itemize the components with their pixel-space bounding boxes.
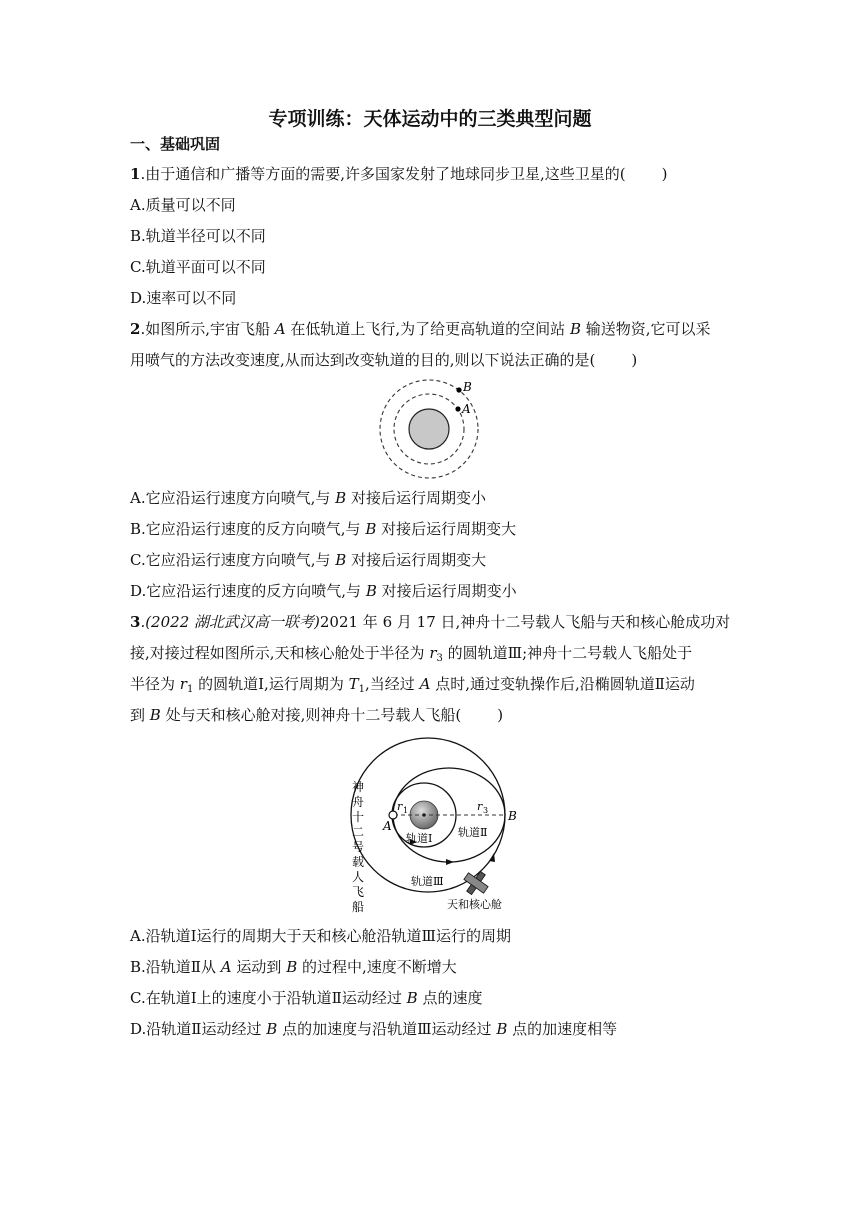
label-orbit-2: 轨道Ⅱ bbox=[458, 826, 488, 839]
earth bbox=[409, 409, 449, 449]
orbit-3-arrow bbox=[489, 853, 495, 862]
ship-a-dot bbox=[455, 406, 460, 411]
q3-option-d: D.沿轨道Ⅱ运动经过 B 点的加速度与沿轨道Ⅲ运动经过 B 点的加速度相等 bbox=[130, 1020, 618, 1038]
station-b-dot bbox=[456, 387, 461, 392]
q3-number: 3 bbox=[130, 613, 141, 631]
q2-stem-line1: 2.如图所示,宇宙飞船 A 在低轨道上飞行,为了给更高轨道的空间站 B 输送物资,它可以采 bbox=[130, 320, 711, 338]
q2-option-d: D.它应沿运行速度的反方向喷气,与 B 对接后运行周期变小 bbox=[130, 582, 517, 600]
q1-stem: 1.由于通信和广播等方面的需要,许多国家发射了地球同步卫星,这些卫星的( ) bbox=[130, 165, 668, 183]
label-a: A bbox=[383, 819, 392, 833]
orbit-2-arrow bbox=[446, 859, 454, 865]
point-a-marker bbox=[389, 811, 397, 819]
q2-number: 2 bbox=[130, 320, 141, 338]
q3-stem-line3: 半径为 $r_1$ 的圆轨道Ⅰ,运行周期为 $T_1$,当经过 A 点时,通过变轨操作后,沿椭圆轨道Ⅱ运动 bbox=[130, 675, 695, 695]
q3-option-c: C.在轨道Ⅰ上的速度小于沿轨道Ⅱ运动经过 B 点的速度 bbox=[130, 989, 483, 1007]
q1-number: 1 bbox=[130, 165, 141, 183]
label-orbit-3: 轨道Ⅲ bbox=[411, 875, 444, 888]
q3-option-b: B.沿轨道Ⅱ从 A 运动到 B 的过程中,速度不断增大 bbox=[130, 958, 457, 976]
q3-stem-line4: 到 B 处与天和核心舱对接,则神舟十二号载人飞船( ) bbox=[130, 706, 504, 724]
ship-label-char: 神 bbox=[352, 780, 365, 794]
q3-stem-line2: 接,对接过程如图所示,天和核心舱处于半径为 $r_3$ 的圆轨道Ⅲ;神舟十二号载人飞船处于 bbox=[130, 644, 693, 664]
q1-option-c: C.轨道平面可以不同 bbox=[130, 258, 266, 276]
page-title: 专项训练：天体运动中的三类典型问题 bbox=[268, 108, 592, 130]
q2-option-c: C.它应沿运行速度方向喷气,与 B 对接后运行周期变大 bbox=[130, 551, 487, 569]
ship-label-char: 号 bbox=[352, 840, 365, 854]
q2-option-b: B.它应沿运行速度的反方向喷气,与 B 对接后运行周期变大 bbox=[130, 520, 517, 538]
q3-docking-diagram bbox=[338, 735, 528, 920]
label-r1: r bbox=[397, 800, 403, 813]
q2-orbit-diagram bbox=[375, 378, 487, 482]
ship-label-char: 舟 bbox=[352, 795, 365, 809]
label-module: 天和核心舱 bbox=[447, 898, 502, 911]
label-orbit-1: 轨道Ⅰ bbox=[406, 832, 433, 845]
ship-label-char: 船 bbox=[352, 900, 365, 914]
q1-option-a: A.质量可以不同 bbox=[130, 196, 236, 214]
ship-label-char: 飞 bbox=[352, 885, 365, 899]
label-r3: r bbox=[477, 800, 483, 813]
q1-option-b: B.轨道半径可以不同 bbox=[130, 227, 266, 245]
section-heading: 一、基础巩固 bbox=[130, 135, 221, 153]
q1-option-d: D.速率可以不同 bbox=[130, 289, 237, 307]
ship-label-char: 二 bbox=[352, 825, 365, 839]
ship-label-char: 人 bbox=[352, 870, 365, 884]
ship-label-char: 载 bbox=[352, 855, 365, 869]
label-b: B bbox=[463, 380, 472, 394]
q2-stem-line2: 用喷气的方法改变速度,从而达到改变轨道的目的,则以下说法正确的是( ) bbox=[130, 351, 638, 369]
ship-label-char: 十 bbox=[352, 810, 365, 824]
q3-stem-line1: 3.(2022 湖北武汉高一联考)2021 年 6 月 17 日,神舟十二号载人飞船与天和核心舱成功对 bbox=[130, 613, 731, 631]
q3-option-a: A.沿轨道Ⅰ运行的周期大于天和核心舱沿轨道Ⅲ运行的周期 bbox=[130, 927, 511, 945]
ship-vertical-label bbox=[352, 779, 364, 914]
svg-text:1: 1 bbox=[403, 806, 409, 815]
q2-option-a: A.它应沿运行速度方向喷气,与 B 对接后运行周期变小 bbox=[130, 489, 486, 507]
svg-text:3: 3 bbox=[483, 806, 489, 815]
label-b: B bbox=[508, 809, 517, 823]
label-a: A bbox=[462, 402, 471, 416]
